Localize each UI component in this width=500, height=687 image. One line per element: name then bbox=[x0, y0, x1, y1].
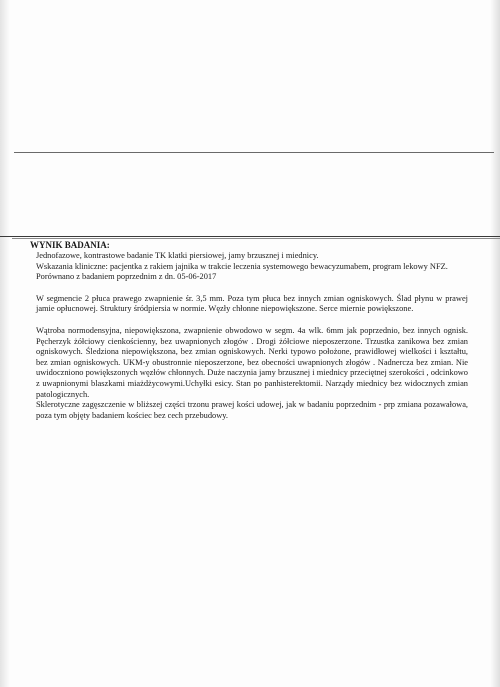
chest-findings: W segmencie 2 płuca prawego zwapnienie śr. 3,5 mm. Poza tym płuca bez innych zmian ogniskowych. Ślad płynu w prawej jamie opłucnowej. Struktury śródpiersia w normie. Węzły chłonne niepowiększone. Serce miernie powiększone. bbox=[36, 293, 468, 314]
section-divider bbox=[0, 236, 500, 237]
report-body bbox=[36, 241, 468, 421]
study-description: Jednofazowe, kontrastowe badanie TK klatki piersiowej, jamy brzusznej i miednicy. bbox=[36, 251, 319, 260]
page-divider-top bbox=[14, 152, 494, 153]
scan-edge-left bbox=[0, 0, 10, 687]
report-heading: WYNIK BADANIA: bbox=[30, 240, 110, 250]
scan-edge-right bbox=[490, 0, 500, 687]
bone-findings: Sklerotyczne zagęszczenie w bliższej części trzonu prawej kości udowej, jak w badaniu poprzednim - prp zmiana pozawałowa, poza tym objęty badaniem kościec bez cech przebudowy. bbox=[36, 400, 468, 420]
comparison-note: Porównano z badaniem poprzednim z dn. 05-06-2017 bbox=[36, 272, 217, 282]
abdomen-findings: Wątroba normodensyjna, niepowiększona, zwapnienie obwodowo w segm. 4a wlk. 6mm jak poprzednio, bez innych ognisk. Pęcherzyk żółciowy cienkościenny, bez uwapnionych złogów . Drogi żółciowe nieposzerzone. Trzustka zanikowa bez zmian ogniskowych. Śledziona niepowiększona, bez zmian ogniskowych. Nerki typowo położone, prawidłowej wielkości i kształtu, bez zmian ogniskowych. UKM-y obustronnie nieposzerzone, bez obecności uwapnionych złogów . Nadnercza bez zmian. Nie uwidoczniono powiększonych węzłów chłonnych. Duże naczynia jamy brzusznej i miednicy przeciętnej szerokości , odcinkowo z uwapnionymi blaszkami miażdżycowymi.Uchyłki esicy. Stan po panhisterektomii. Narządy miednicy bez widocznych zmian patologicznych. bbox=[36, 325, 468, 399]
clinical-indications: Wskazania kliniczne: pacjentka z rakiem jajnika w trakcie leczenia systemowego bewacyzumabem, program lekowy NFZ. bbox=[36, 261, 448, 271]
section-divider-underline bbox=[12, 238, 500, 239]
